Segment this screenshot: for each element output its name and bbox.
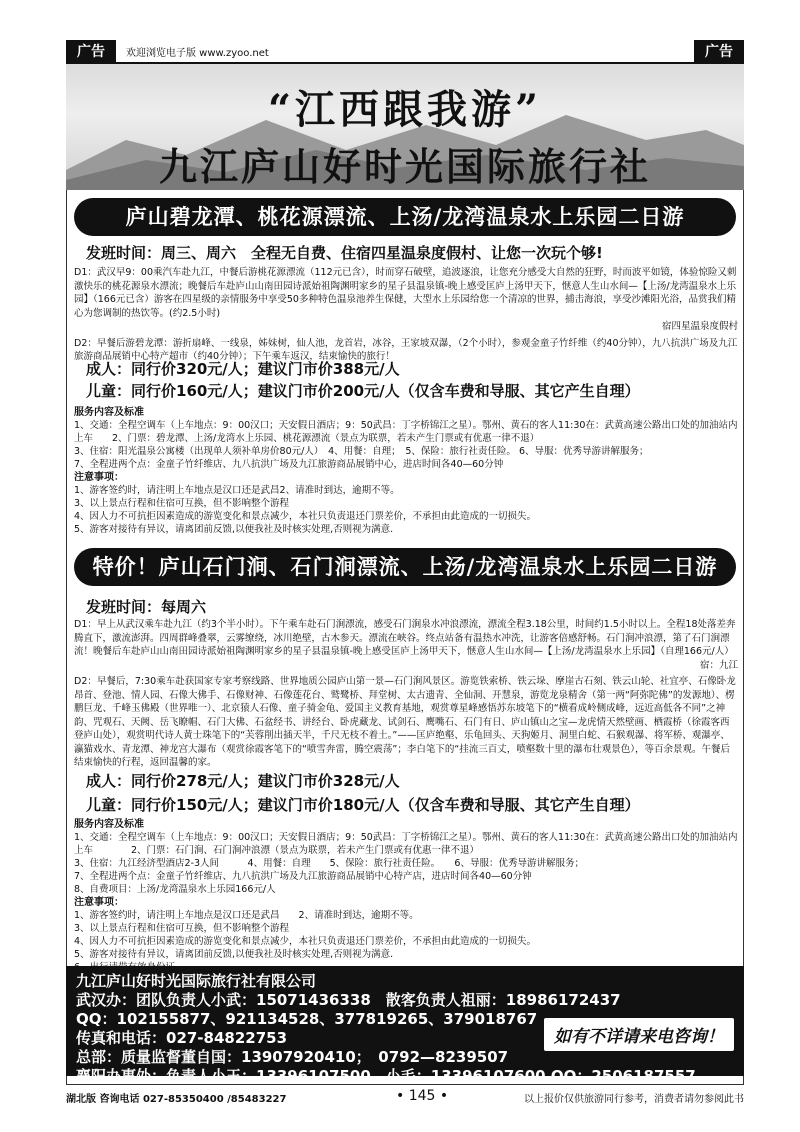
tour1-notice2: 3、以上景点行程和住宿可互换，但不影响整个游程	[74, 498, 290, 509]
tour1-notice-title: 注意事项：	[74, 472, 124, 483]
top-bar	[66, 40, 744, 64]
tour1-notice1: 1、游客签约时，请注明上车地点是汉口还是武昌2、请准时到达，逾期不等。	[74, 485, 400, 496]
contact-xiangyang: 襄阳办事处：负责人小王：13396107500 小毛：13396107600 QQ：2506187557	[76, 1067, 696, 1085]
tour2-title: 特价！庐山石门涧、石门涧漂流、上汤/龙湾温泉水上乐园二日游	[74, 548, 736, 586]
tour1-departure: 发班时间：周三、周六 全程无自费、住宿四星温泉度假村、让您一次玩个够!	[86, 244, 603, 262]
tour2-price-child: 儿童：同行价150元/人；建议门市价180元/人（仅含车费和导服、其它产生自理）	[86, 796, 640, 814]
tour1-svc1: 1、交通：全程空调车（上车地点：9：00汉口；天安假日酒店；9：50武昌：丁字桥锦江之星）。鄂州、黄石的客人11:30在：武黄高速公路出口处的加油站内上车 2、门票：碧龙潭、上汤/龙湾水上乐园、桃花源漂流（景点为联票，若未产生门票或有优惠一律不退）	[74, 420, 738, 444]
handwritten-note: 如有不详请来电咨询！	[544, 1018, 734, 1051]
page-number: • 145 •	[396, 1088, 449, 1104]
tour1-svc2: 3、住宿：阳光温泉公寓楼（出现单人须补单房价80元/人） 4、用餐：自理； 5、保险：旅行社责任险。 6、导服：优秀导游讲解服务；	[74, 446, 649, 457]
page-footer	[66, 1086, 744, 1108]
tour2-departure: 发班时间：每周六	[86, 598, 207, 616]
tour1-svc3: 7、全程进两个点：金童子竹纤维店、九八抗洪广场及九江旅游商品展销中心，进店时间各40—60分钟	[74, 459, 504, 470]
hero-banner	[66, 64, 744, 190]
tour1-price-adult: 成人：同行价320元/人；建议门市价388元/人	[86, 360, 400, 378]
tour2-svc-title: 服务内容及标准	[74, 819, 144, 830]
tour2-notice1: 1、游客签约时，请注明上车地点是汉口还是武昌 2、请准时到达，逾期不等。	[74, 910, 419, 921]
ad-badge-right: 广告	[694, 40, 744, 64]
tour1-itinerary	[74, 266, 738, 367]
contact-block	[66, 966, 744, 1085]
tour2-svc3: 7、全程进两个点：金童子竹纤维店、九八抗洪广场及九江旅游商品展销中心特产店，进店时间各40—60分钟	[74, 871, 532, 882]
company-title: 九江庐山好时光国际旅行社	[158, 144, 651, 189]
tour2-day2: D2：早餐后，7:30乘车赴获国家专家考察线路、世界地质公园庐山第一景—石门涧风景区。游览铁索桥、铁云垛、摩崖古石刻、铁云山轮、社宜亭、石像卧龙昂首、登池、情人园、石像大佛手、石像财神、石像莲花台、鹫鹭桥、拜堂树、太古遗青、全仙洞、开慧泉，游览龙泉精舍（第一两“阿弥陀佛”的发源地）、楞鹏巨龙、千峰玉佛殿（世界唯一）、北京猿人石像、童子骑金龟、爱国主义教育基地，观赏尊星峰感悟苏东坡笔下的“横看成岭侧成峰，远近高低各不同”之神韵、咒观石、天阙、岳飞瞭帽、石门大佛、石盆经书、讲经台、卧虎藏龙、试剑石、鹰嘴石、石门有日、庐山镇山之宝—龙虎情天然壁画、栖霞桥（徐霞客西登庐山处），观赏明代诗人黄士珠笔下的“芙蓉削出插天半，千尺无枝不着土。”——匡庐绝壑、乐龟回头、天狗姬月、洞里白蛇、石猴观瀑、将军桥、观瀑亭、瀛猫戏水、青龙潭、神龙宫大瀑布（观赏徐霞客笔下的“喷雪奔雷，腾空震荡”；李白笔下的“挂流三百丈，喷壑数十里的瀑布壮观景色），等百余景观。午餐后结束愉快的行程，返回温馨的家。	[74, 676, 736, 768]
tour2-notice-title: 注意事项：	[74, 897, 124, 908]
tour1-price-child: 儿童：同行价160元/人；建议门市价200元/人（仅含车费和导服、其它产生自理）	[86, 382, 640, 400]
tour2-notice3: 4、因人力不可抗拒因素造成的游览变化和景点减少，本社只负责退还门票差价，不承担由此造成的一切损失。	[74, 936, 537, 947]
tour1-notice3: 4、因人力不可抗拒因素造成的游览变化和景点减少，本社只负责退还门票差价，不承担由此造成的一切损失。	[74, 511, 537, 522]
tour2-day1-hotel: 宿：九江	[699, 659, 738, 671]
tour2-itinerary	[74, 618, 738, 773]
contact-hq: 总部：质量监督董自国：13907920410； 0792—8239507	[76, 1048, 509, 1066]
tour1-notice4: 5、游客对接待有异议，请离团前反馈,以便我社及时核实处理,否则视为满意.	[74, 524, 394, 535]
footer-left: 湖北版 咨询电话 027-85350400 /85483227	[66, 1094, 287, 1105]
tour1-day2: D2：早餐后游碧龙潭：游折扇峰、一线泉，姊妹树，仙人池，龙首岩，冰谷，王家坡双瀑，（2个小时），参观金童子竹纤维（约40分钟），九八抗洪广场及九江旅游商品展销中心特产超市（约40分钟）；下午乘车返汉，结束愉快的旅行！	[74, 337, 738, 362]
contact-qq: QQ：102155877、921134528、377819265、379018767	[76, 1010, 538, 1028]
tour2-svc4: 8、自费项目：上汤/龙湾温泉水上乐园166元/人	[74, 884, 276, 895]
ad-badge-left: 广告	[66, 40, 116, 64]
contact-company: 九江庐山好时光国际旅行社有限公司	[76, 972, 317, 990]
welcome-text: 欢迎浏览电子版 www.zyoo.net	[126, 48, 269, 59]
tour1-day1-hotel: 宿四星温泉度假村	[661, 321, 738, 332]
tour1-svc-title: 服务内容及标准	[74, 407, 144, 418]
tour1-services	[74, 406, 738, 536]
tour2-day1: D1：早上从武汉乘车赴九江（约3个半小时）。下午乘车赴石门涧漂流，感受石门涧泉水冲浪漂流，漂流全程3.18公里，时间约1.5小时以上。全程18处落差奔腾直下，激流澎湃。四周群峰叠翠，云雾缭绕，冰川绝壁，古木参天。漂流在峡谷。终点站备有温热水冲洗，让游客倍感舒畅。石门涧冲浪漂，第了石门涧漂流！晚餐后车赴庐山山南田园诗派始祖陶渊明家乡的星子县温泉镇-晚上感受匡庐上汤甲天下，惬意人生山水间—【上汤/龙湾温泉水上乐园】（自理166元/人）	[74, 619, 736, 657]
tour2-notice4: 5、游客对接待有异议，请离团前反馈,以便我社及时核实处理,否则视为满意.	[74, 949, 394, 960]
contact-wuhan: 武汉办：团队负责人小武：15071436338 散客负责人祖丽：18986172437	[76, 991, 621, 1009]
slogan: “江西跟我游”	[267, 86, 542, 133]
footer-right: 以上报价仅供旅游同行参考，消费者请勿参阅此书	[524, 1094, 744, 1105]
contact-fax: 传真和电话：027-84822753	[76, 1029, 288, 1047]
tour2-svc1: 1、交通：全程空调车（上车地点：9：00汉口；天安假日酒店；9：50武昌：丁字桥锦江之星）。鄂州、黄石的客人11:30在：武黄高速公路出口处的加油站内上车 2、门票：石门涧、石门涧冲浪漂（景点为联票，若未产生门票或有优惠一律不退）	[74, 832, 738, 856]
tour2-price-adult: 成人：同行价278元/人；建议门市价328元/人	[86, 772, 400, 790]
tour2-svc2: 3、住宿：九江经济型酒店2-3人间 4、用餐：自理 5、保险：旅行社责任险。 6、导服：优秀导游讲解服务；	[74, 858, 584, 869]
tour2-notice2: 3、以上景点行程和住宿可互换，但不影响整个游程	[74, 923, 290, 934]
tour1-title: 庐山碧龙潭、桃花源漂流、上汤/龙湾温泉水上乐园二日游	[74, 198, 736, 236]
tour1-day1: D1：武汉早9：00乘汽车赴九江，中餐后游桃花源漂流（112元已含），时而穿石破壁，追波逐浪，让您充分感受大自然的狂野，时而波平如镜，体验惊险又刺激快乐的桃花源泉水漂流；晚餐后车赴庐山山南田园诗派始祖陶渊明家乡的星子县温泉镇-晚上感受匡庐上汤甲天下，惬意人生山水间—【上汤/龙湾温泉水上乐园】（166元已含）游客在四星级的亲情服务中享受50多种特色温泉池养生保健，大型水上乐园给您一个清凉的世界，捕击海浪，享受沙滩阳光浴，品赏我们精心为您调制的热饮等。(约2.5小时)	[74, 267, 737, 319]
tour2-services	[74, 818, 738, 974]
